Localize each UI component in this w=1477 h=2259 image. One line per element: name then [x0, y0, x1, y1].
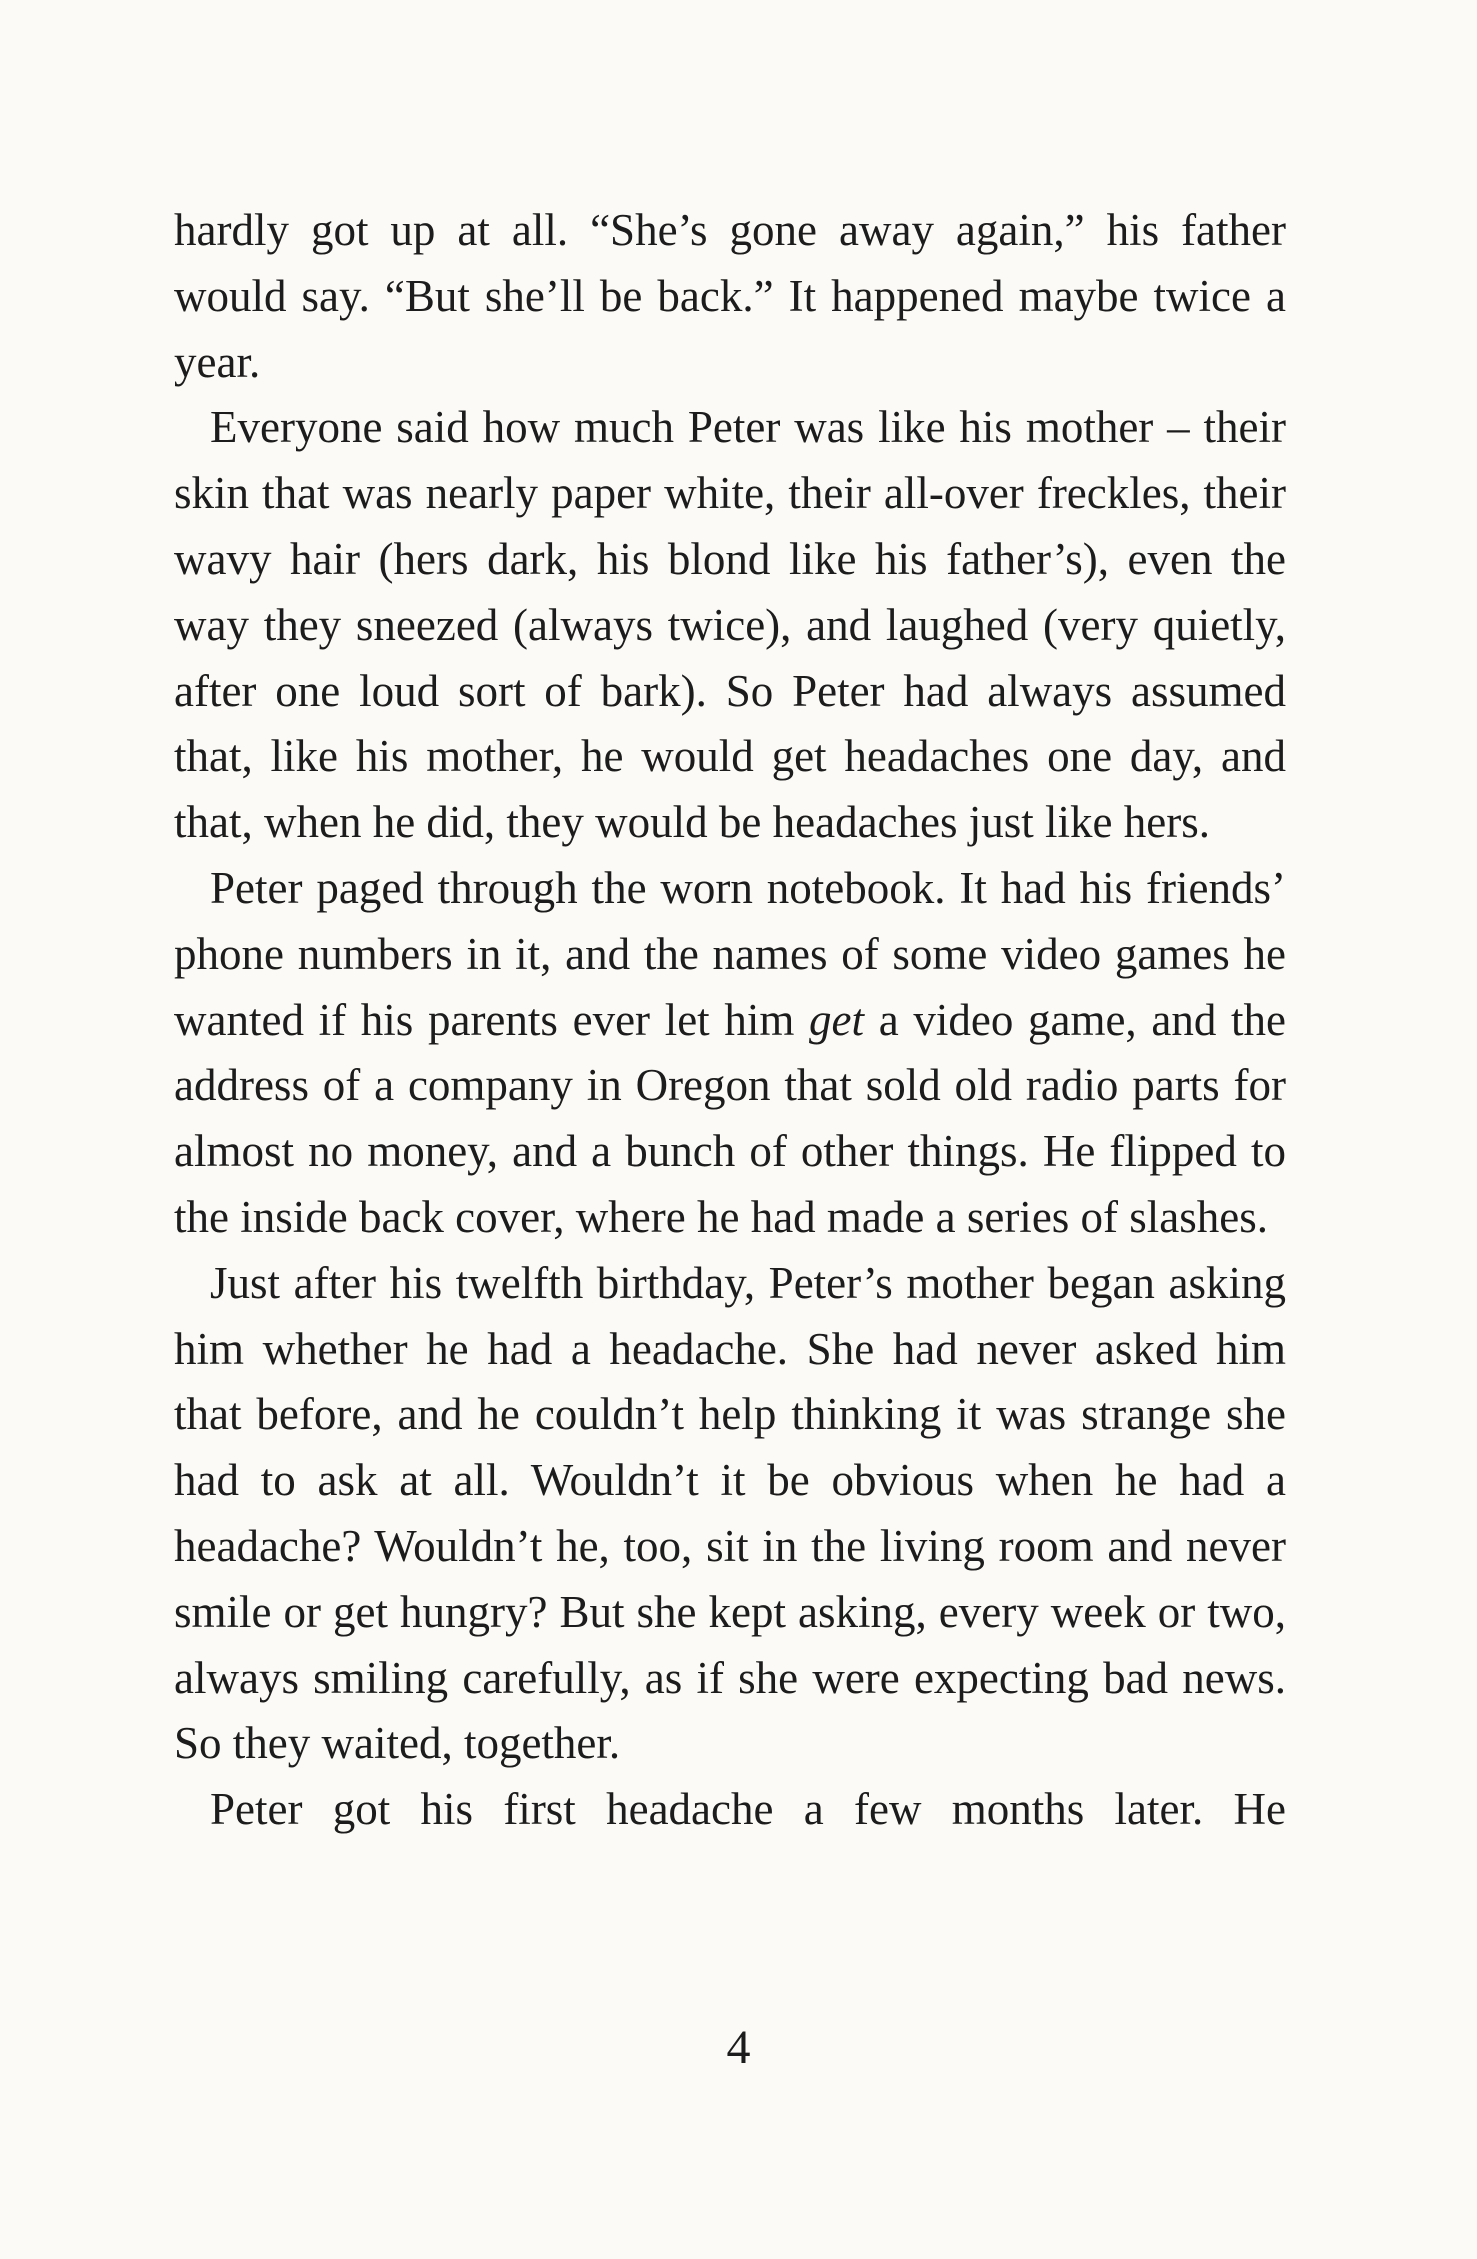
- paragraph-text: Just after his twelfth birthday, Peter’s mother began asking him whether he had a headache. She had never asked him that before, and he couldn’t help thinking it was strange she had to ask at all. Wouldn’t it be obvious when he had a headache? Wouldn’t he, too, sit in the living room and never smile or get hungry? But she kept asking, every week or two, always smiling carefully, as if she were expecting bad news. So they waited, together.: [174, 1257, 1286, 1769]
- paragraph: [174, 1251, 1286, 1777]
- body-text: [174, 198, 1286, 1843]
- paragraph: [174, 1777, 1286, 1843]
- italic-word: get: [809, 994, 865, 1045]
- paragraph-text: a video game, and the address of a company in Oregon that sold old radio parts for almost no money, and a bunch of other things. He flipped to the inside back cover, where he had made a series of slashes.: [174, 994, 1286, 1242]
- paragraph: [174, 856, 1286, 1251]
- paragraph: [174, 395, 1286, 856]
- page-number: 4: [726, 2021, 751, 2074]
- paragraph-text: Peter paged through the worn notebook. It had his friends’ phone numbers in it, and the names of some video games he wanted if his parents ever let him: [174, 862, 1286, 1045]
- paragraph: [174, 198, 1286, 395]
- paragraph-text: Everyone said how much Peter was like his mother – their skin that was nearly paper white, their all-over freckles, their wavy hair (hers dark, his blond like his father’s), even the way they sneezed (always twice), and laughed (very quietly, after one loud sort of bark). So Peter had always assumed that, like his mother, he would get headaches one day, and that, when he did, they would be headaches just like hers.: [174, 402, 1286, 848]
- paragraph-text: hardly got up at all. “She’s gone away again,” his father would say. “But she’ll be back.” It happened maybe twice a year.: [174, 205, 1286, 387]
- paragraph-text: Peter got his first headache a few months later. He: [210, 1784, 1286, 1835]
